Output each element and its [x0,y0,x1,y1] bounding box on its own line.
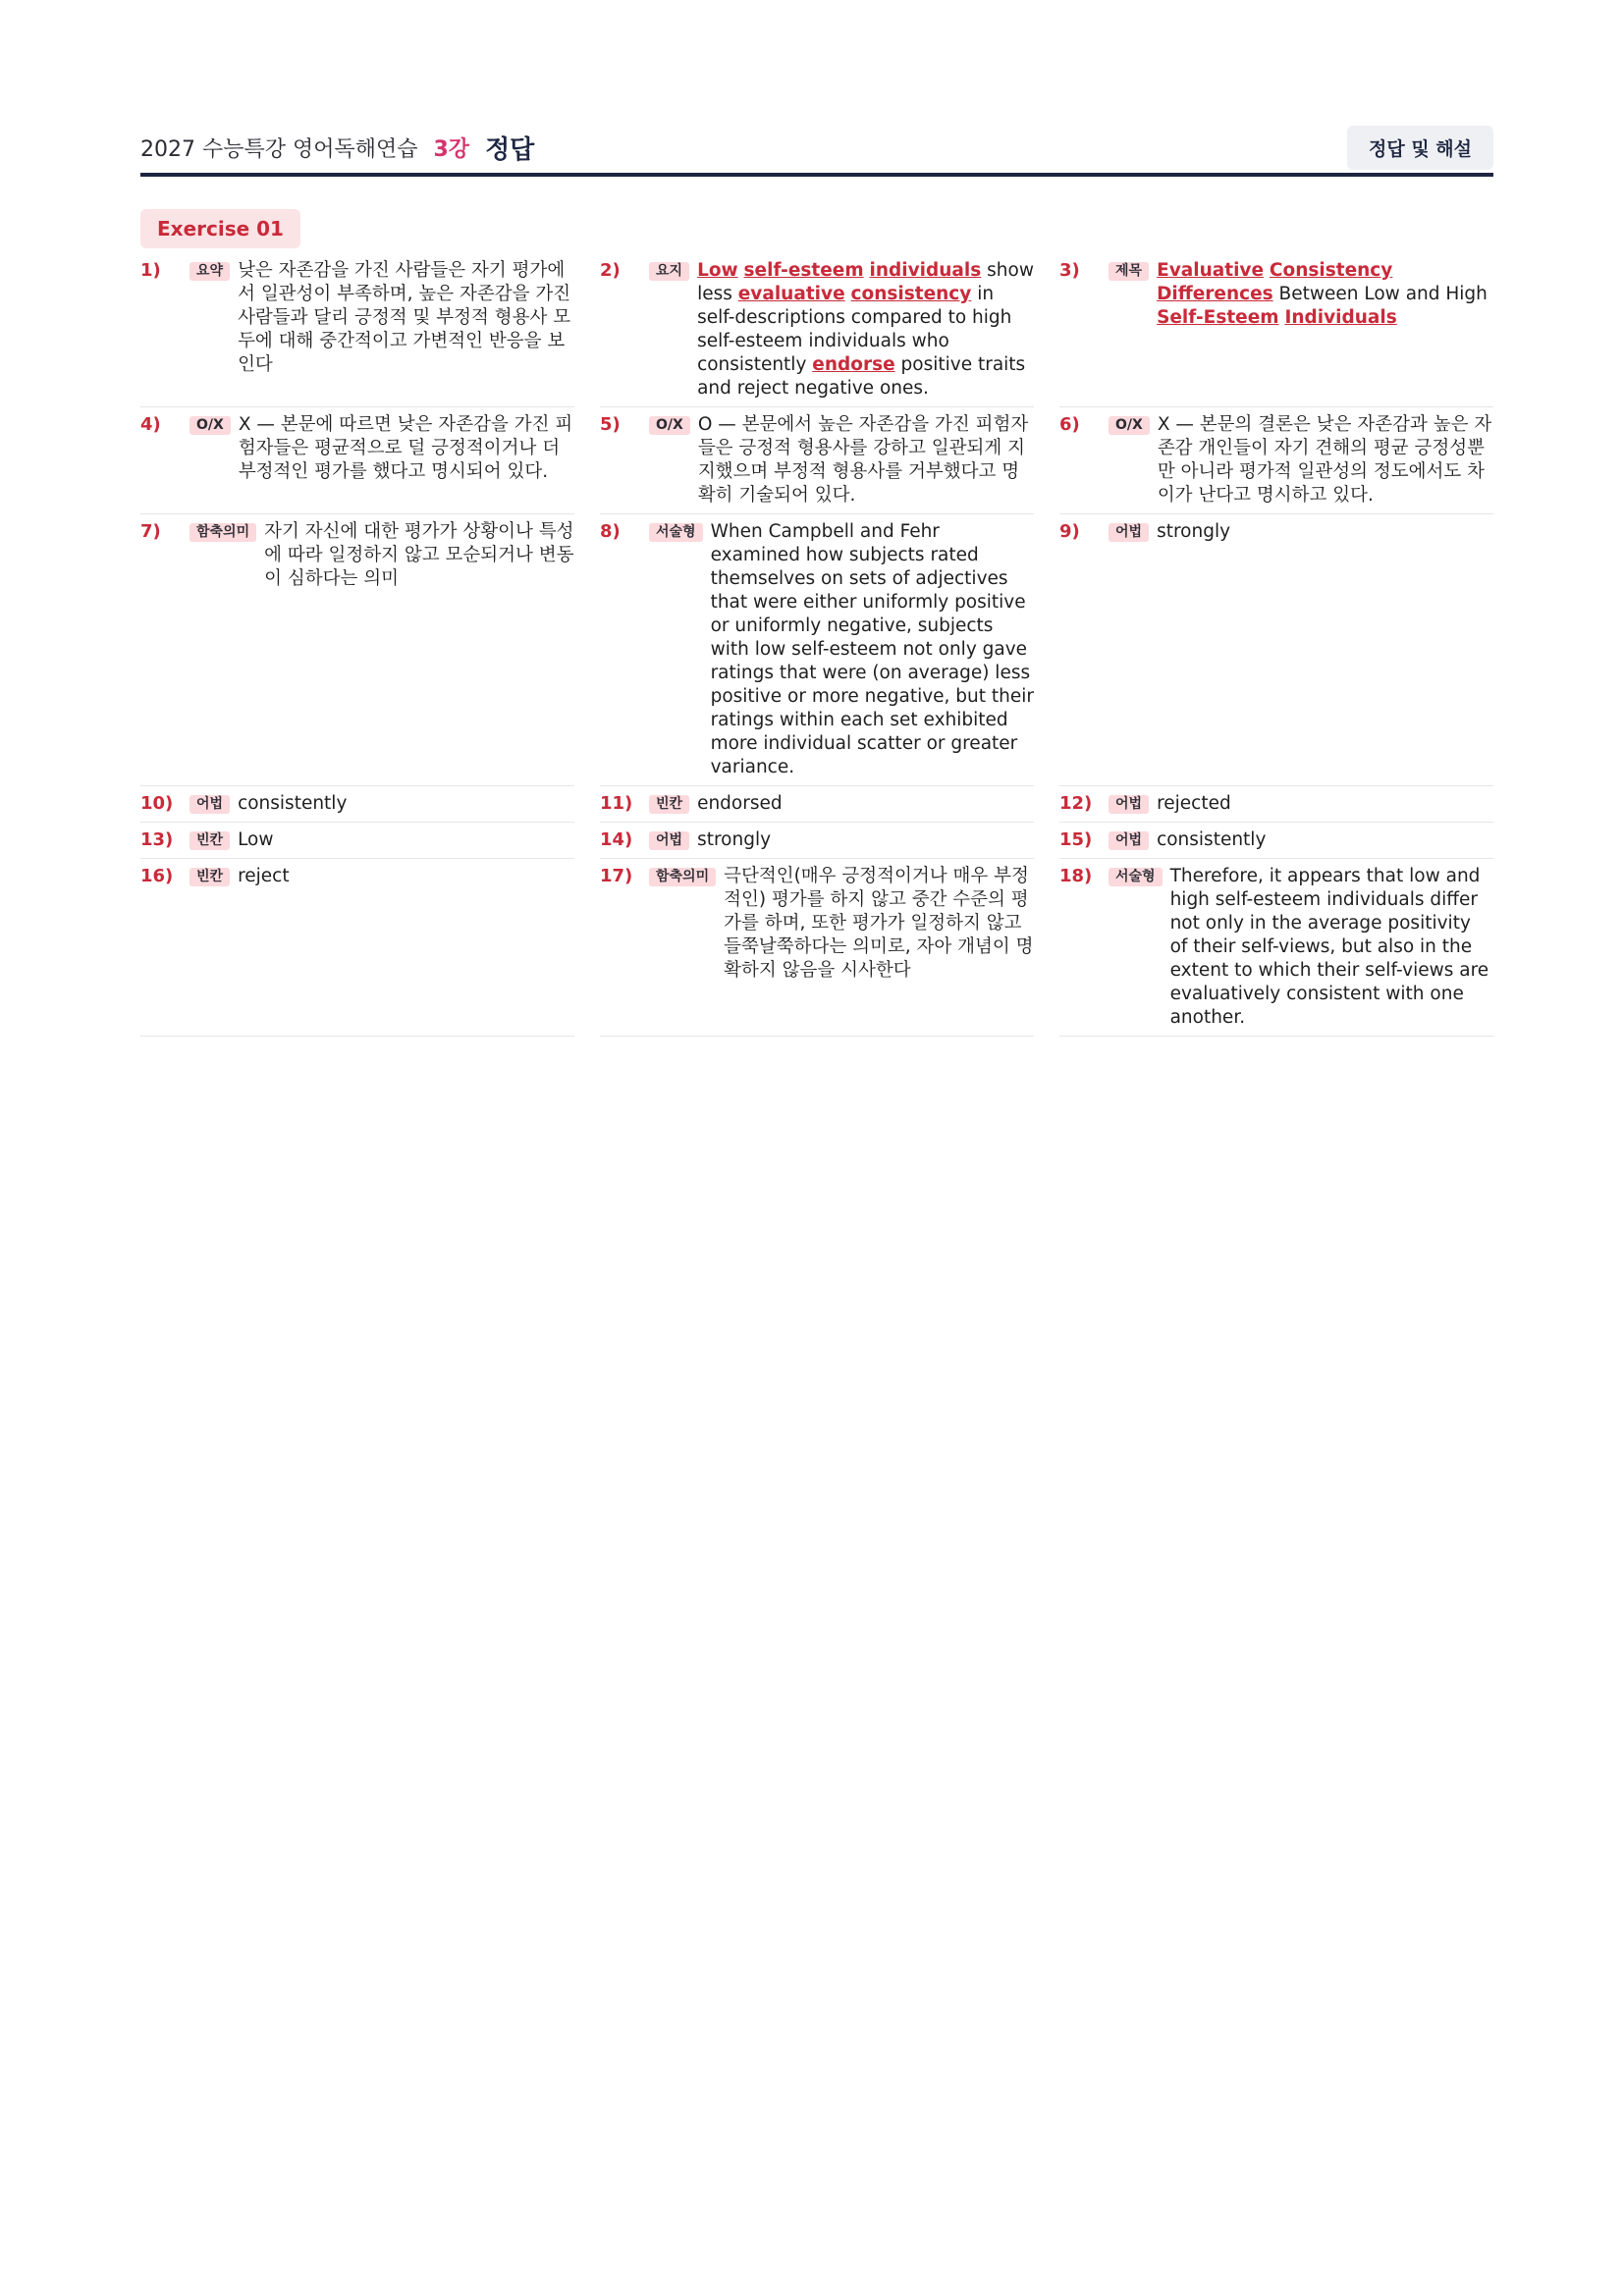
answer-text: rejected [1157,793,1231,814]
answer-number: 6) [1059,414,1080,435]
answer-text-segment: Between Low and High [1272,284,1488,304]
answer-number: 16) [140,866,174,886]
question-type-badge: O/X [1109,416,1150,435]
answer-text: Therefore, it appears that low and high self-esteem individuals differ not only in the average positivity of their self-views, but also in the extent to which their self-views are evaluatively consistent with one another. [1169,866,1489,1028]
answer-item [1059,786,1493,823]
question-type-badge: 빈칸 [189,868,230,886]
answer-text: strongly [697,829,772,850]
highlighted-keyword: Individuals [1284,307,1397,328]
question-type-badge: 어법 [1109,795,1149,814]
answer-number: 3) [1059,260,1080,281]
answer-text: 극단적인(매우 긍정적이거나 매우 부정적인) 평가를 하지 않고 중간 수준의 평가를 하며, 또한 평가가 일정하지 않고 들쭉날쭉하다는 의미로, 자아 개념이 명확하지 않음을 시사한다 [724,866,1034,981]
question-type-badge: 빈칸 [649,795,689,814]
answer-number: 2) [600,260,621,281]
lesson-number: 3강 [433,136,470,162]
answer-item [600,253,1034,407]
answer-text-segment: in self-descriptions compared to high self-esteem individuals who consistently [697,284,1012,375]
answer-row [140,823,1493,859]
answer-explanation-button[interactable]: 정답 및 해설 [1347,126,1493,170]
answer-item [600,823,1034,859]
answer-item [140,407,574,514]
answer-number: 11) [600,793,633,814]
answer-row [140,253,1493,407]
highlighted-keyword: individuals [869,260,982,281]
answer-text-segment: positive traits and reject negative ones. [697,354,1026,399]
answer-row [140,859,1493,1037]
answer-text: 낮은 자존감을 가진 사람들은 자기 평가에서 일관성이 부족하며, 높은 자존감을 가진 사람들과 달리 긍정적 및 부정적 형용사 모두에 대해 중간적이고 가변적인 반응을 보인다 [238,260,571,375]
answer-text: reject [238,866,290,886]
question-type-badge: 함축의미 [189,523,256,542]
answer-text: O — 본문에서 높은 자존감을 가진 피험자들은 긍정적 형용사를 강하고 일관되게 지지했으며 부정적 형용사를 거부했다고 명확히 기술되어 있다. [697,414,1029,506]
exercise-label: Exercise 01 [140,209,300,248]
answer-number: 13) [140,829,174,850]
answer-number: 12) [1059,793,1093,814]
highlighted-keyword: Low [697,260,738,281]
answer-label: 정답 [485,134,535,165]
answer-row [140,786,1493,823]
answer-number: 8) [600,521,621,542]
answer-text [697,259,1034,400]
answer-item [600,786,1034,823]
answer-text: 자기 자신에 대한 평가가 상황이나 특성에 따라 일정하지 않고 모순되거나 변동이 심하다는 의미 [264,521,574,589]
answer-text: consistently [238,793,348,814]
answer-item [140,253,574,407]
answer-number: 1) [140,260,161,281]
answer-number: 15) [1059,829,1093,850]
answer-item [140,823,574,859]
question-type-badge: 어법 [1109,831,1149,850]
question-type-badge: 어법 [189,795,230,814]
highlighted-keyword: Self-Esteem [1157,307,1279,328]
answer-text: X — 본문에 따르면 낮은 자존감을 가진 피험자들은 평균적으로 덜 긍정적이거나 더 부정적인 평가를 했다고 명시되어 있다. [238,414,573,482]
question-type-badge: O/X [189,416,231,435]
highlighted-keyword: evaluative [737,284,845,304]
answer-number: 18) [1059,866,1093,886]
answer-text: endorsed [697,793,783,814]
answer-item [1059,514,1493,786]
answer-number: 9) [1059,521,1080,542]
page-header [140,116,1493,179]
answer-text [1157,259,1493,330]
answer-item [140,786,574,823]
answer-number: 10) [140,793,174,814]
answer-number: 14) [600,829,633,850]
question-type-badge: 서술형 [1109,868,1163,886]
answer-grid [140,253,1493,1037]
answer-text: When Campbell and Fehr examined how subjects rated themselves on sets of adjectives that were either uniformly positive or uniformly negative, subjects with low self-esteem not only gave ratings that were (on average) less positive or more negative, but their ratings within each set exhibited more individual scatter or greater variance. [710,521,1035,777]
answer-text: X — 본문의 결론은 낮은 자존감과 높은 자존감 개인들이 자기 견해의 평균 긍정성뿐만 아니라 평가적 일관성의 정도에서도 차이가 난다고 명시하고 있다. [1157,414,1492,506]
question-type-badge: 함축의미 [649,868,716,886]
answer-item [600,514,1034,786]
highlighted-keyword: endorse [812,354,895,375]
question-type-badge: 어법 [649,831,689,850]
highlighted-keyword: Consistency [1269,260,1393,281]
answer-number: 17) [600,866,633,886]
answer-number: 7) [140,521,161,542]
answer-number: 5) [600,414,621,435]
answer-row [140,514,1493,786]
answer-item [1059,253,1493,407]
question-type-badge: 요지 [649,262,689,281]
question-type-badge: 요약 [189,262,230,281]
highlighted-keyword: self-esteem [743,260,864,281]
answer-item [1059,823,1493,859]
question-type-badge: 서술형 [649,523,703,542]
answer-item [600,859,1034,1037]
question-type-badge: 어법 [1109,523,1149,542]
answer-item [140,514,574,786]
answer-text: strongly [1157,521,1231,542]
answer-text: consistently [1157,829,1267,850]
answer-text-segment: show less [697,260,1034,304]
answer-row [140,407,1493,514]
answer-item [1059,407,1493,514]
answer-item [1059,859,1493,1037]
answer-number: 4) [140,414,161,435]
answer-item [140,859,574,1037]
answer-item [600,407,1034,514]
header-divider [140,173,1493,177]
highlighted-keyword: Differences [1157,284,1273,304]
question-type-badge: 제목 [1109,262,1149,281]
highlighted-keyword: consistency [850,284,972,304]
question-type-badge: O/X [649,416,690,435]
series-title: 2027 수능특강 영어독해연습 [140,136,418,162]
highlighted-keyword: Evaluative [1157,260,1265,281]
answer-text: Low [238,829,274,850]
question-type-badge: 빈칸 [189,831,230,850]
